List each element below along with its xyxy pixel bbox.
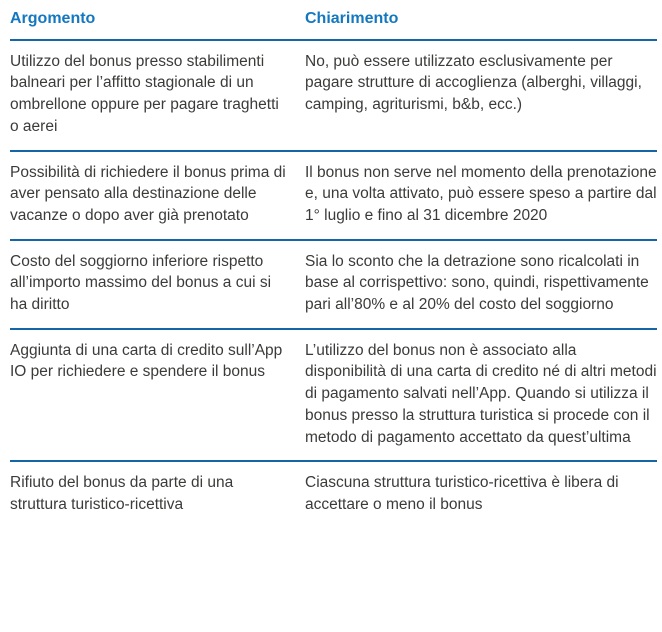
chiarimento-cell: Ciascuna struttura turistico-ricettiva è libera di accettare o meno il bonus [305, 474, 619, 513]
table-row [10, 241, 657, 330]
chiarimento-cell: L’utilizzo del bonus non è associato alla disponibilità di una carta di credito né di altri metodi di pagamento salvati nell’App. Quando si utilizza il bonus presso la struttura turistica si procede con il metodo di pagamento accettato da quest’ultima [305, 341, 657, 446]
table-row [10, 330, 657, 463]
table-header-row [10, 0, 657, 41]
chiarimento-cell: Sia lo sconto che la detrazione sono ricalcolati in base al corrispettivo: sono, quindi, rispettivamente pari all’80% e al 20% del costo del soggiorno [305, 252, 649, 314]
argomento-cell: Utilizzo del bonus presso stabilimenti balneari per l’affitto stagionale di un ombrellone oppure per pagare traghetti o aerei [10, 52, 279, 135]
faq-table [10, 0, 657, 528]
argomento-cell: Rifiuto del bonus da parte di una struttura turistico-ricettiva [10, 474, 234, 513]
table-row [10, 41, 657, 152]
chiarimento-cell: Il bonus non serve nel momento della prenotazione e, una volta attivato, può essere speso a partire dal 1° luglio e fino al 31 dicembre 2020 [305, 163, 657, 224]
column-header-argomento: Argomento [10, 10, 96, 27]
argomento-cell: Aggiunta di una carta di credito sull’App IO per richiedere e spendere il bonus [10, 341, 283, 381]
table-row [10, 152, 657, 241]
column-header-chiarimento: Chiarimento [305, 10, 399, 27]
chiarimento-cell: No, può essere utilizzato esclusivamente per pagare strutture di accoglienza (alberghi, villaggi, camping, agriturismi, b&b, ecc.) [305, 52, 642, 114]
table-row [10, 462, 657, 527]
argomento-cell: Possibilità di richiedere il bonus prima di aver pensato alla destinazione delle vacanze o dopo aver già prenotato [10, 163, 286, 224]
argomento-cell: Costo del soggiorno inferiore rispetto all’importo massimo del bonus a cui si ha diritto [10, 252, 272, 314]
